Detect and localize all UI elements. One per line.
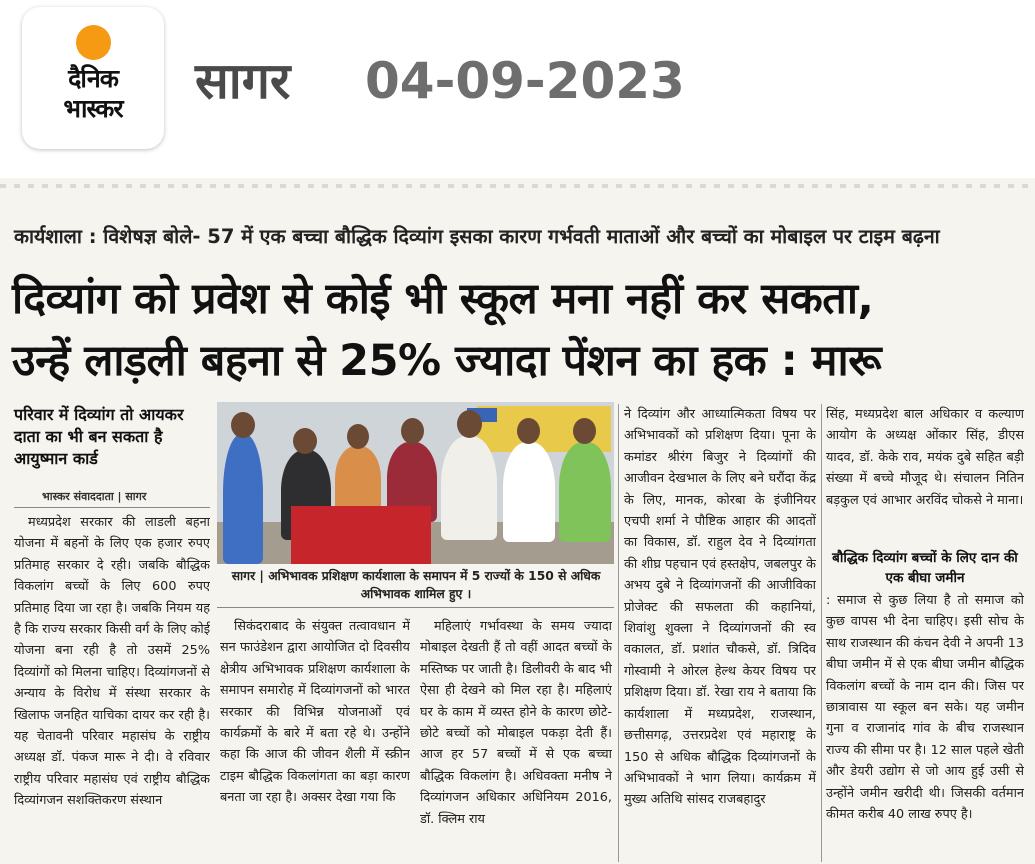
logo-text-line1: दैनिक [68, 64, 118, 93]
byline-rule [14, 507, 210, 508]
person-figure [559, 442, 611, 542]
person-head [517, 418, 540, 444]
person-head [231, 412, 255, 438]
article-kicker: कार्यशाला : विशेषज्ञ बोले- 57 में एक बच्चा बौद्धिक दिव्यांग इसका कारण गर्भवती माताओं और बच्चों का मोबाइल पर टाइम बढ़ना [14, 225, 940, 248]
event-photo [217, 402, 614, 564]
person-figure [441, 436, 497, 540]
column-rule [821, 404, 822, 862]
article-column-2 [220, 616, 410, 862]
caption-rule [217, 607, 614, 608]
headline-line2: उन्हें लाड़ली बहना से 25% ज्यादा पेंशन का हक : मारू [12, 336, 882, 386]
person-figure [223, 434, 263, 564]
cut-edge-divider [0, 184, 1035, 188]
city-name: सागर [195, 52, 291, 110]
byline: भास्कर संवाददाता | सागर [42, 490, 147, 503]
headline-line1: दिव्यांग को प्रवेश से कोई भी स्कूल मना नहीं कर सकता, [12, 274, 874, 324]
column-2-text: सिकंदराबाद के संयुक्त तत्वावधान में सन फाउंडेशन द्वारा आयोजित दो दिवसीय क्षेत्रीय अभिभावक प्रशिक्षण कार्यशाला के समापन समारोह में दिव्यांगजनों को भारत सरकार की विभिन्न योजनाओं एवं कार्यक्रमों के बारे में बता रहे थे। उन्होंने कहा कि आज की जीवन शैली में स्क्रीन टाइम बौद्धिक विकलांगता का बड़ा कारण बनता जा रहा है। अक्सर देखा गया कि [220, 619, 410, 806]
person-head [573, 418, 596, 444]
red-table [291, 506, 431, 564]
column-5-text: सिंह, मध्यप्रदेश बाल अधिकार व कल्याण आयोग के अध्यक्ष ओंकार सिंह, डीएस यादव, डॉ. केके राव, मयंक दुबे सहित बड़ी संख्या में बच्चे मौजूद थे। संचालन नितिन बड़कुल एवं आभार अरविंद चोकसे ने माना। [826, 407, 1024, 508]
photo-caption: सागर | अभिभावक प्रशिक्षण कार्यशाला के समापन में 5 राज्यों के 150 से अधिक अभिभावक शामिल हुए । [231, 569, 601, 601]
side-story-text: : समाज से कुछ लिया है तो समाज को कुछ वापस भी देना चाहिए। इसी सोच के साथ राजस्थान की कंचन देवी ने अपनी 13 बीघा जमीन में से एक बीघा जमीन बौद्धिक विकलांग बच्चों के नाम दान की। जिस पर छात्रावास या स्कूल बन सके। यह जमीन गुना व राजानांद गांव के बीच राजस्थान राज्य की सीमा पर है। 12 साल पहले खेती और डेयरी उद्योग से जो आय हुई उसी से उन्होंने जमीन खरीदी थी। जिसकी वर्तमान कीमत करीब 40 लाख रुपए है। [826, 593, 1024, 823]
person-head [293, 428, 317, 454]
side-story-headline: बौद्धिक दिव्यांग बच्चों के लिए दान की एक बीघा जमीन [832, 550, 1018, 586]
article-column-3 [420, 616, 612, 862]
side-story-body [826, 590, 1024, 862]
edition-date: 04-09-2023 [365, 52, 685, 110]
person-head [347, 424, 369, 449]
sun-icon [76, 25, 111, 60]
logo-text-line2: भास्कर [63, 94, 123, 123]
app-header [0, 0, 1035, 175]
column-4-text: ने दिव्यांग और आध्यात्मिकता विषय पर अभिभावकों को प्रशिक्षण दिया। पूना के कमांडर श्रीरंग बिजुर ने दिव्यांगों की आजीवन देखभाल के लिए बने घरौंदा केंद्र के लिए, मानक, कोरबा के इंजीनियर एचपी शर्मा ने पौष्टिक आहार की आदतों का विकास, डॉ. राहुल देव ने दिव्यांगता की शीघ्र पहचान एवं हस्तक्षेप, जबलपुर के अभय दुबे ने दिव्यांगजनों की आजीविका प्रोजेक्ट की सफलता की कहानियां, शिवांशु शुक्ला ने दिव्यांगजनों की स्व वकालत, डॉ. प्रशांत चौकसे, डॉ. त्रिदिव गोस्वामी ने ओरल हेल्थ केयर विषय पर प्रशिक्षण दिया। डॉ. रेखा राय ने बताया कि कार्यशाला में मध्यप्रदेश, राजस्थान, छत्तीसगढ़, उत्तरप्रदेश एवं महाराष्ट्र के 150 से अधिक बौद्धिक दिव्यांगजनों के अभिभावकों ने भाग लिया। कार्यक्रम में मुख्य अतिथि सांसद राजबहादुर [624, 407, 816, 808]
sub-headline: परिवार में दिव्यांग तो आयकर दाता का भी बन सकता है आयुष्मान कार्ड [14, 405, 184, 468]
article-column-5 [826, 404, 1024, 546]
person-figure [503, 442, 555, 542]
column-1-text: मध्यप्रदेश सरकार की लाडली बहना योजना में बहनों के लिए एक हजार रुपए प्रतिमाह सरकार दे रही। जबकि बौद्धिक विकलांग बच्चों के लिए 600 रुपए प्रतिमाह दिया जा रहा है। जबकि नियम यह है कि राज्य सरकार किसी वर्ग के लिए कोई योजना बना रही है तो उसमें 25% दिव्यांगों को मिलना चाहिए। दिव्यांगजनों से अन्याय के विरोध में संस्था सरकार के खिलाफ जनहित याचिका दायर कर रही है। यह चेतावनी परिवार महासंघ के राष्ट्रीय अध्यक्ष डॉ. पंकज मारू ने दी। वे रविवार राष्ट्रीय परिवार महासंघ एवं राष्ट्रीय बौद्धिक दिव्यांगजन सशक्तिकरण संस्थान [14, 515, 210, 809]
dainik-bhaskar-logo[interactable] [22, 7, 164, 149]
column-rule [618, 404, 619, 862]
person-head [457, 410, 482, 438]
article-column-4 [624, 404, 816, 862]
article-column-1 [14, 512, 210, 862]
newspaper-clipping [0, 178, 1035, 864]
person-head [401, 418, 424, 444]
column-3-text: महिलाएं गर्भावस्था के समय ज्यादा मोबाइल देखती हैं तो वहीं आदत बच्चों के मस्तिष्क पर जाती है। डिलीवरी के बाद भी ऐसा ही देखने को मिल रहा है। महिलाएं घर के काम में व्यस्त होने के कारण छोटे-छोटे बच्चों को मोबाइल पकड़ा देती हैं। आज हर 57 बच्चों में से एक बच्चा बौद्धिक विकलांग है। अधिवक्ता मनीष ने दिव्यांगजन अधिकार अधिनियम 2016, डॉ. क्लिम राय [420, 619, 612, 827]
